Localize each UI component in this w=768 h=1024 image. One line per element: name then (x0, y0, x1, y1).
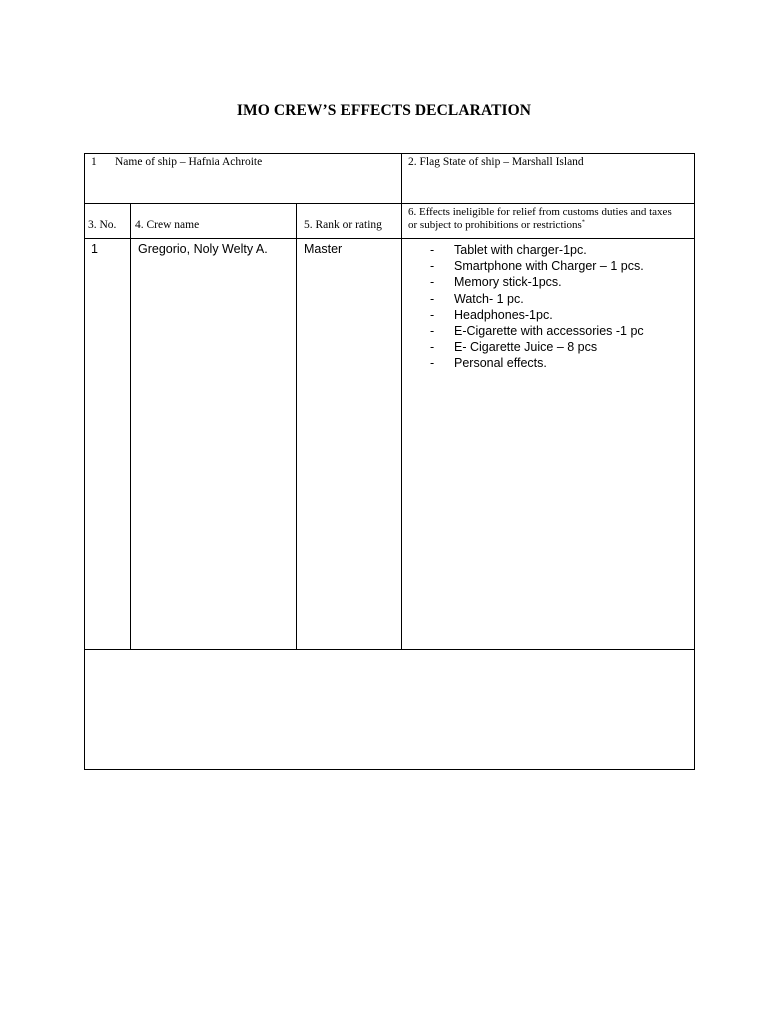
list-dash: - (430, 307, 435, 322)
list-dash: - (430, 243, 435, 257)
effect-text: Watch- 1 pc. (454, 291, 524, 306)
effects-list-item (430, 242, 644, 258)
col-divider-flag (401, 153, 402, 649)
row-divider-2 (84, 238, 695, 239)
header-crew-name: 4. Crew name (135, 219, 200, 231)
effects-list-item (430, 274, 644, 290)
effects-list-item (430, 339, 644, 355)
effect-text: Memory stick-1pcs. (454, 275, 562, 290)
header-rank: 5. Rank or rating (304, 219, 382, 231)
header-no: 3. No. (88, 219, 117, 231)
effects-list-item (430, 307, 644, 323)
header-effects-line2-text: or subject to prohibitions or restrictions (408, 219, 582, 231)
ship-name-field: Name of ship – Hafnia Achroite (115, 156, 263, 168)
document-title: IMO CREW’S EFFECTS DECLARATION (236, 102, 532, 119)
list-dash: - (430, 356, 435, 371)
effects-list-item (430, 291, 644, 307)
crew-number: 1 (91, 242, 98, 256)
list-dash: - (430, 323, 435, 338)
col-divider-no (130, 203, 131, 649)
header-effects-line2 (408, 219, 693, 232)
row-divider-3 (84, 649, 695, 650)
footnote-marker: * (581, 219, 585, 226)
effects-list (430, 242, 644, 372)
effect-text: Smartphone with Charger – 1 pcs. (454, 259, 644, 274)
effects-list-item (430, 323, 644, 339)
ship-field-number: 1 (91, 156, 97, 168)
effect-text: Headphones-1pc. (454, 307, 553, 322)
list-dash: - (430, 259, 435, 274)
header-effects (408, 206, 693, 232)
list-dash: - (430, 275, 435, 290)
crew-name: Gregorio, Noly Welty A. (138, 242, 268, 256)
flag-state-field: 2. Flag State of ship – Marshall Island (408, 156, 584, 168)
effects-list-item (430, 355, 644, 371)
list-dash: - (430, 340, 435, 355)
effect-text: E- Cigarette Juice – 8 pcs (454, 340, 598, 355)
list-dash: - (430, 291, 435, 306)
row-divider-1 (84, 203, 695, 204)
effect-text: Tablet with charger-1pc. (454, 243, 587, 257)
effects-list-item (430, 258, 644, 274)
effect-text: E-Cigarette with accessories -1 pc (454, 323, 644, 338)
effect-text: Personal effects. (454, 356, 547, 371)
crew-rank: Master (304, 242, 343, 256)
col-divider-name (296, 203, 297, 649)
header-effects-line1: 6. Effects ineligible for relief from customs duties and taxes (408, 206, 672, 218)
